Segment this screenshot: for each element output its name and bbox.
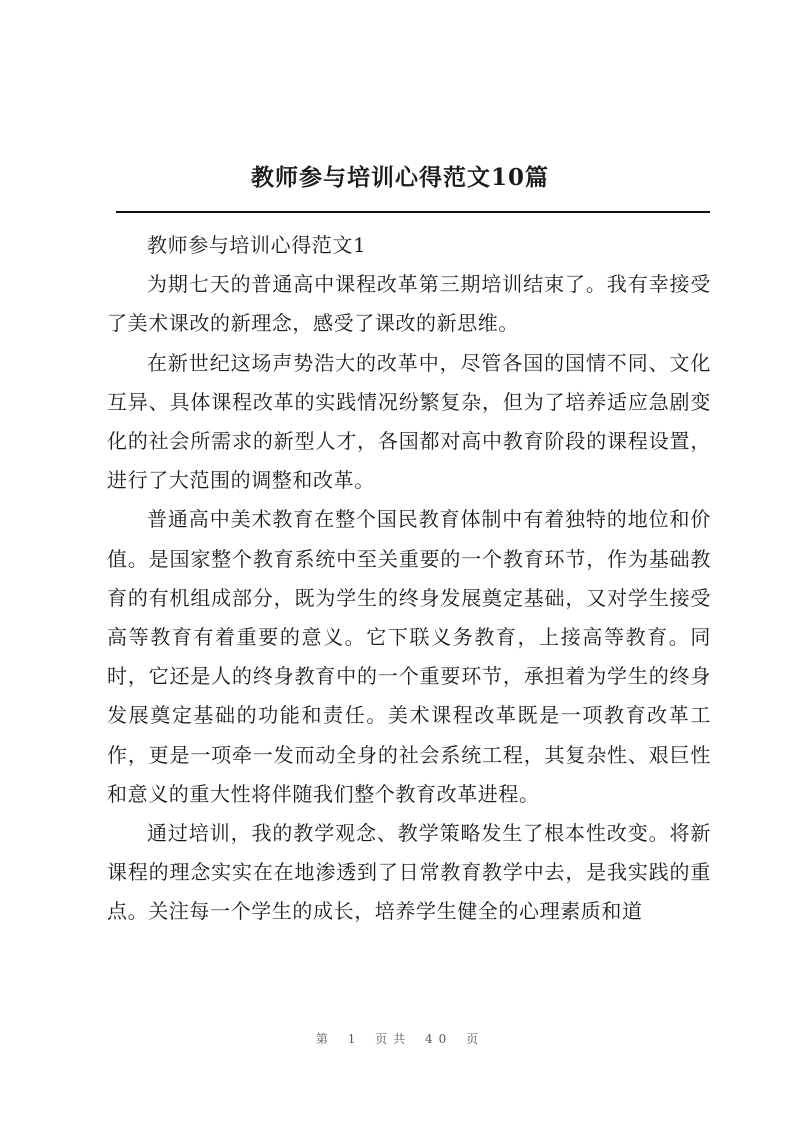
- page-number: 第 1 页共 40 页: [315, 1032, 485, 1046]
- document-body: [107, 226, 711, 932]
- paragraph: 为期七天的普通高中课程改革第三期培训结束了。我有幸接受了美术课改的新理念，感受了课改的新思维。: [107, 272, 711, 336]
- section-heading: 教师参与培训心得范文1: [147, 233, 367, 257]
- paragraph: 通过培训，我的教学观念、教学策略发生了根本性改变。将新课程的理念实实在在地渗透到了日常教育教学中去，是我实践的重点。关注每一个学生的成长，培养学生健全的心理素质和道: [107, 821, 711, 924]
- page-title: 教师参与培训心得范文10篇: [250, 164, 549, 191]
- paragraph: 在新世纪这场声势浩大的改革中，尽管各国的国情不同、文化互异、具体课程改革的实践情况纷繁复杂，但为了培养适应急剧变化的社会所需求的新型人才，各国都对高中教育阶段的课程设置，进行了大范围的调整和改革。: [107, 350, 711, 493]
- paragraph: 普通高中美术教育在整个国民教育体制中有着独特的地位和价值。是国家整个教育系统中至关重要的一个教育环节，作为基础教育的有机组成部分，既为学生的终身发展奠定基础，又对学生接受高等教育有着重要的意义。它下联义务教育，上接高等教育。同时，它还是人的终身教育中的一个重要环节，承担着为学生的终身发展奠定基础的功能和责任。美术课程改革既是一项教育改革工作，更是一项牵一发而动全身的社会系统工程，其复杂性、艰巨性和意义的重大性将伴随我们整个教育改革进程。: [107, 507, 711, 806]
- title-divider: [116, 211, 710, 213]
